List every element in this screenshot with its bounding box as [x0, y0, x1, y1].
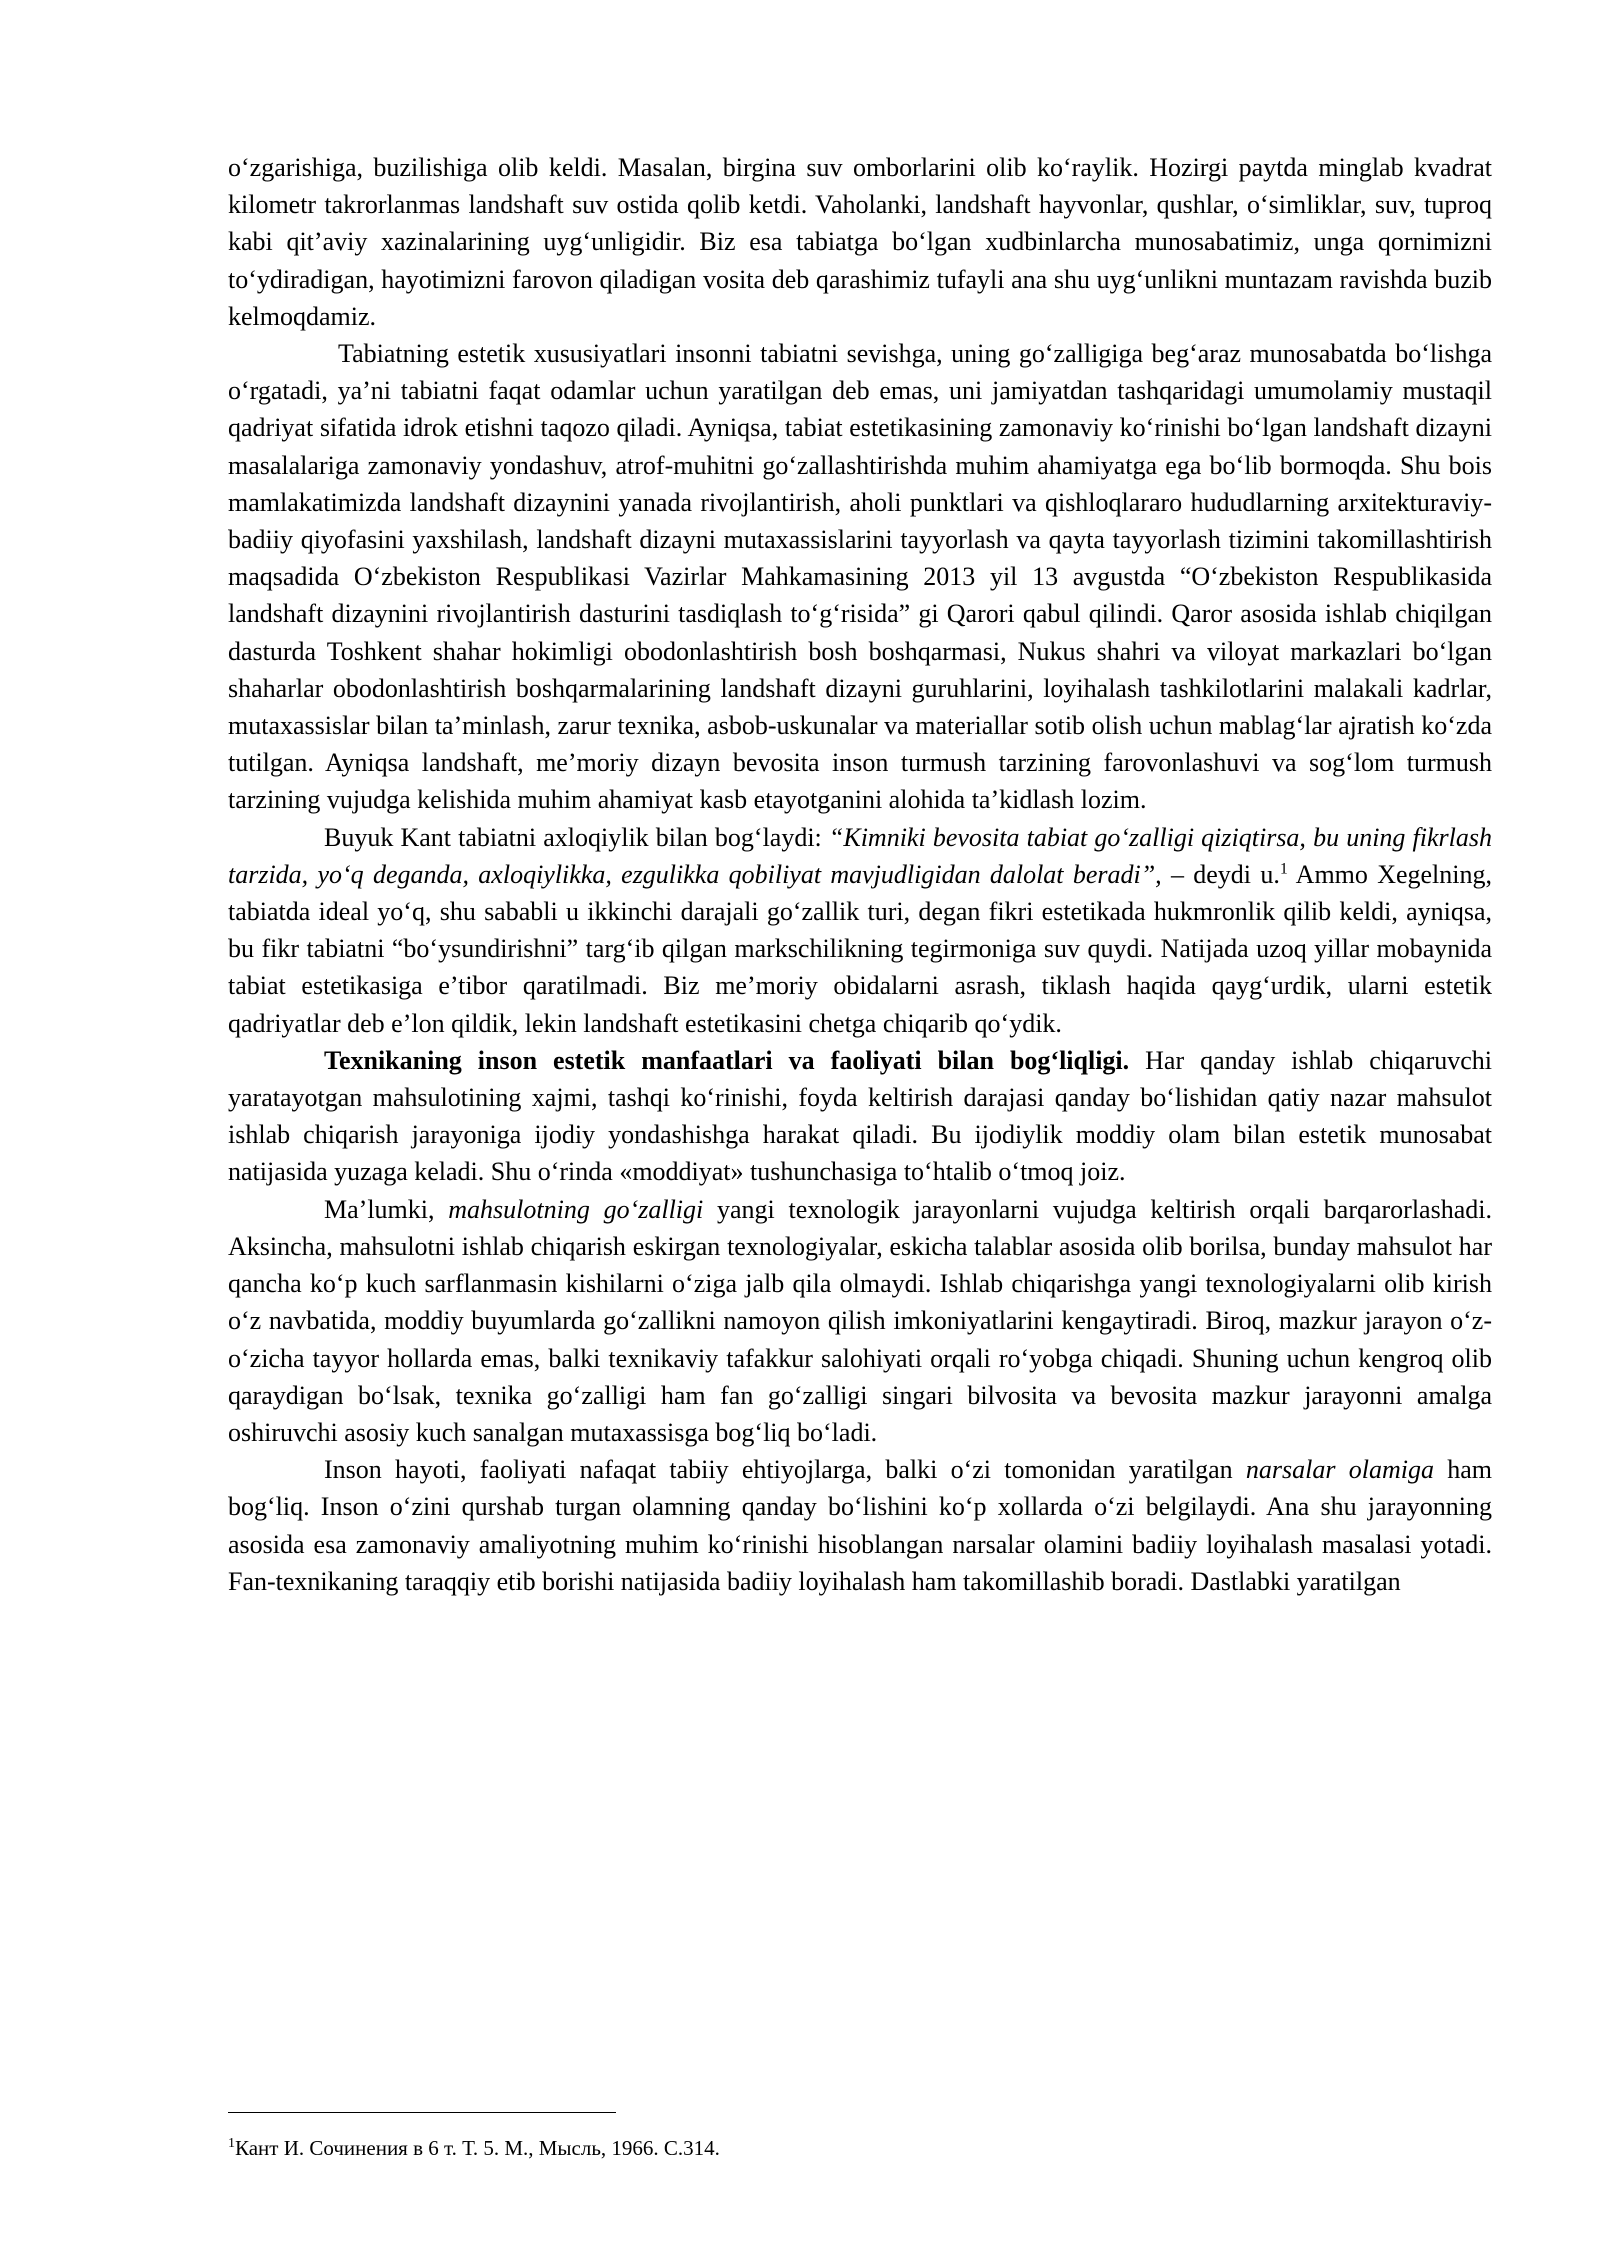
- paragraph-5-rest: yangi texnologik jarayonlarni vujudga keltirish orqali barqarorlashadi. Aksincha, mahsulotni ishlab chiqarish eskirgan texnologiyalar, eskicha talablar asosida olib borilsa, bunday mahsulot har qancha ko‘p kuch sarflanmasin kishilarni o‘ziga jalb qila olmaydi. Ishlab chiqarishga yangi texnologiyalarni olib kirish o‘z navbatida, moddiy buyumlarda go‘zallikni namoyon qilish imkoniyatlarini kengaytiradi. Biroq, mazkur jarayon o‘z-o‘zicha tayyor hollarda emas, balki texnikaviy tafakkur salohiyati orqali ro‘yobga chiqadi. Shuning uchun kengroq olib qaraydigan bo‘lsak, texnika go‘zalligi ham fan go‘zalligi singari bilvosita va bevosita mazkur jarayonni amalga oshiruvchi asosiy kuch sanalgan mutaxassisga bog‘liq bo‘ladi.: [228, 1194, 1492, 1447]
- section-heading: Texnikaning inson estetik manfaatlari va faoliyati bilan bog‘liqligi.: [324, 1045, 1130, 1075]
- body-text: [228, 149, 1492, 1600]
- paragraph-3-mid: – deydi u.: [1161, 859, 1280, 889]
- paragraph-5-lead: Ma’lumki,: [324, 1194, 449, 1224]
- kant-quote: “Kimniki bevosita tabiat go‘zalligi qiziqtirsa, bu uning fikrlash tarzida, yo‘q deganda, axloqiylikka, ezgulikka qobiliyat mavjudligidan dalolat beradi”,: [228, 822, 1492, 889]
- paragraph-3-lead: Buyuk Kant tabiatni axloqiylik bilan bog‘laydi:: [324, 822, 829, 852]
- paragraph-4: [228, 1042, 1492, 1191]
- footnote-separator: [228, 2112, 616, 2113]
- footnote-text: Кант И. Сочинения в 6 т. Т. 5. М., Мысль, 1966. С.314.: [235, 2136, 720, 2160]
- paragraph-6-emphasis: narsalar olamiga: [1245, 1455, 1434, 1485]
- paragraph-2-text: Tabiatning estetik xususiyatlari insonni tabiatni sevishga, uning go‘zalligiga beg‘araz munosabatda bo‘lishga o‘rgatadi, ya’ni tabiatni faqat odamlar uchun yaratilgan deb emas, uni jamiyatdan tashqaridagi umumolamiy mustaqil qadriyat sifatida idrok etishni taqozo qiladi. Ayniqsa, tabiat estetikasining zamonaviy ko‘rinishi bo‘lgan landshaft dizayni masalalariga zamonaviy yondashuv, atrof-muhitni go‘zallashtirishda muhim ahamiyatga ega bo‘lib bormoqda. Shu bois mamlakatimizda landshaft dizaynini yanada rivojlantirish, aholi punktlari va qishloqlararo hududlarning arxitekturaviy-badiiy qiyofasini yaxshilash, landshaft dizayni mutaxassislarini tayyorlash va qayta tayyorlash tizimini takomillashtirish maqsadida O‘zbekiston Respublikasi Vazirlar Mahkamasining 2013 yil 13 avgustda “O‘zbekiston Respublikasida landshaft dizaynini rivojlantirish dasturini tasdiqlash to‘g‘risida” gi Qarori qabul qilindi. Qaror asosida ishlab chiqilgan dasturda Toshkent shahar hokimligi obodonlashtirish bosh boshqarmasi, Nukus shahri va viloyat markazlari bo‘lgan shaharlar obodonlashtirish boshqarmalarining landshaft dizayni guruhlarini, loyihalash tashkilotlarini malakali kadrlar, mutaxassislar bilan ta’minlash, zarur texnika, asbob-uskunalar va materiallar sotib olish uchun mablag‘lar ajratish ko‘zda tutilgan. Ayniqsa landshaft, me’moriy dizayn bevosita inson turmush tarzining farovonlashuvi va sog‘lom turmush tarzining vujudga kelishida muhim ahamiyat kasb etayotganini alohida ta’kidlash lozim.: [228, 339, 1492, 815]
- footnote-mark: 1: [228, 2136, 235, 2151]
- paragraph-5-emphasis: mahsulotning go‘zalligi: [448, 1194, 704, 1224]
- paragraph-4-rest: Har qanday ishlab chiqaruvchi yaratayotgan mahsulotining xajmi, tashqi ko‘rinishi, foyda keltirish darajasi qanday bo‘lishidan qatiy nazar mahsulot ishlab chiqarish jarayoniga ijodiy yondashishga harakat qiladi. Bu ijodiylik moddiy olam bilan estetik munosabat natijasida yuzaga keladi. Shu o‘rinda «moddiyat» tushunchasiga to‘htalib o‘tmoq joiz.: [228, 1045, 1493, 1187]
- paragraph-6: [228, 1451, 1492, 1600]
- paragraph-3-rest: Ammo Xegelning, tabiatda ideal yo‘q, shu sababli u ikkinchi darajali go‘zallik turi, degan fikri estetikada hukmronlik qilib keldi, ayniqsa, bu fikr tabiatni “bo‘ysundirishni” targ‘ib qilgan markschilikning tegirmoniga suv quydi. Natijada uzoq yillar mobaynida tabiat estetikasiga e’tibor qaratilmadi. Biz me’moriy obidalarni asrash, tiklash haqida qayg‘urdik, ularni estetik qadriyatlar deb e’lon qildik, lekin landshaft estetikasini chetga chiqarib qo‘ydik.: [228, 859, 1493, 1038]
- footnote: [228, 2134, 1492, 2162]
- paragraph-6-rest: ham bog‘liq. Inson o‘zini qurshab turgan olamning qanday bo‘lishini ko‘p xollarda o‘zi belgilaydi. Ana shu jarayonning asosida esa zamonaviy amaliyotning muhim ko‘rinishi hisoblangan narsalar olamini badiiy loyihalash masalasi yotadi. Fan-texnikaning taraqqiy etib borishi natijasida badiiy loyihalash ham takomillashib boradi. Dastlabki yaratilgan: [228, 1455, 1493, 1596]
- footnote-reference[interactable]: 1: [1279, 860, 1288, 878]
- paragraph-5: [228, 1191, 1492, 1451]
- paragraph-6-lead: Inson hayoti, faoliyati nafaqat tabiiy ehtiyojlarga, balki o‘zi tomonidan yaratilgan: [324, 1455, 1246, 1485]
- paragraph-2: [228, 335, 1492, 819]
- paragraph-1: [228, 149, 1492, 335]
- paragraph-3: [228, 819, 1492, 1042]
- paragraph-1-text: o‘zgarishiga, buzilishiga olib keldi. Masalan, birgina suv omborlarini olib ko‘raylik. Hozirgi paytda minglab kvadrat kilometr takrorlanmas landshaft suv ostida qolib ketdi. Vaholanki, landshaft hayvonlar, qushlar, o‘simliklar, suv, tuproq kabi qit’aviy xazinalarining uyg‘unligidir. Biz esa tabiatga bo‘lgan xudbinlarcha munosabatimiz, unga qornimizni to‘ydiradigan, hayotimizni farovon qiladigan vosita deb qarashimiz tufayli ana shu uyg‘unlikni muntazam ravishda buzib kelmoqdamiz.: [228, 153, 1492, 331]
